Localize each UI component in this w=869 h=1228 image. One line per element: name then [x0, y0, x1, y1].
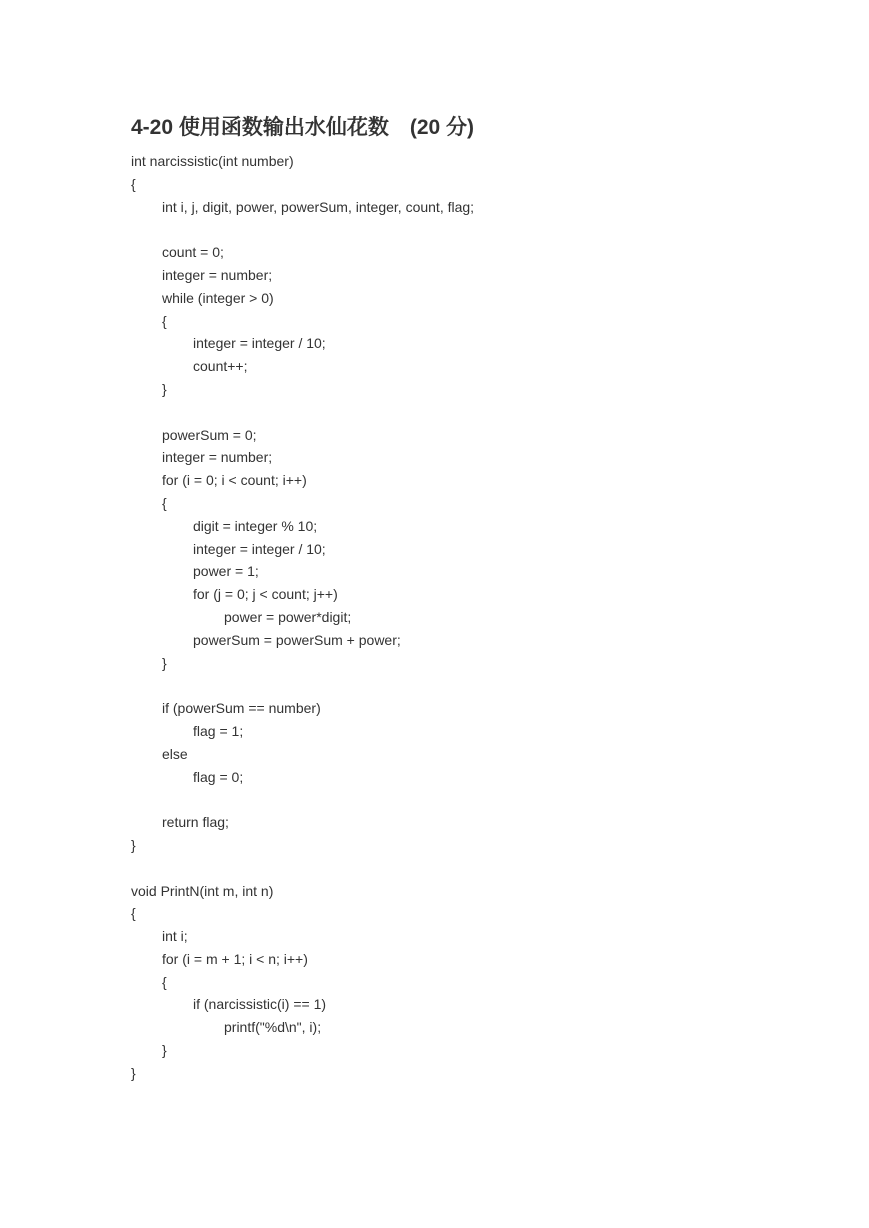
code-line: power = power*digit; [224, 608, 352, 625]
code-line: count = 0; [162, 244, 224, 261]
code-line: while (integer > 0) [162, 289, 274, 306]
code-line: int i, j, digit, power, powerSum, integer, count, flag; [162, 198, 475, 215]
code-line: powerSum = 0; [162, 426, 257, 443]
code-line: flag = 1; [193, 722, 244, 739]
code-line: for (i = m + 1; i < n; i++) [162, 950, 308, 967]
code-line: integer = integer / 10; [193, 335, 326, 352]
code-line: int i; [162, 928, 188, 945]
code-line: powerSum = powerSum + power; [193, 631, 401, 648]
code-line: } [131, 1064, 136, 1081]
code-line: else [162, 745, 188, 762]
code-line: return flag; [162, 814, 229, 831]
code-line: flag = 0; [193, 768, 244, 785]
code-line: integer = number; [162, 449, 273, 466]
code-line: } [162, 380, 167, 397]
code-line: { [131, 905, 136, 922]
code-line: for (i = 0; i < count; i++) [162, 472, 307, 489]
code-line: if (powerSum == number) [162, 700, 321, 717]
blank-line [131, 218, 474, 241]
blank-line [131, 401, 474, 424]
page-title: 4-20 使用函数输出水仙花数 (20 分) [131, 116, 475, 139]
code-line: { [162, 494, 167, 511]
code-line: if (narcissistic(i) == 1) [193, 996, 327, 1013]
code-line: power = 1; [193, 563, 259, 580]
code-line: void PrintN(int m, int n) [131, 882, 274, 899]
code-line: count++; [193, 358, 248, 375]
code-line: { [162, 312, 167, 329]
code-line: digit = integer % 10; [193, 517, 318, 534]
blank-line [131, 674, 474, 697]
blank-line [131, 788, 474, 811]
code-line: for (j = 0; j < count; j++) [193, 586, 338, 603]
code-line: { [162, 973, 167, 990]
code-block [131, 150, 474, 1085]
blank-line [131, 857, 474, 880]
code-line: integer = integer / 10; [193, 540, 326, 557]
code-line: int narcissistic(int number) [131, 153, 294, 169]
code-line: } [162, 654, 167, 671]
code-line: } [162, 1042, 167, 1059]
code-line: integer = number; [162, 266, 273, 283]
code-line: } [131, 836, 136, 853]
code-line: printf("%d\n", i); [224, 1019, 322, 1036]
code-line: { [131, 175, 136, 192]
